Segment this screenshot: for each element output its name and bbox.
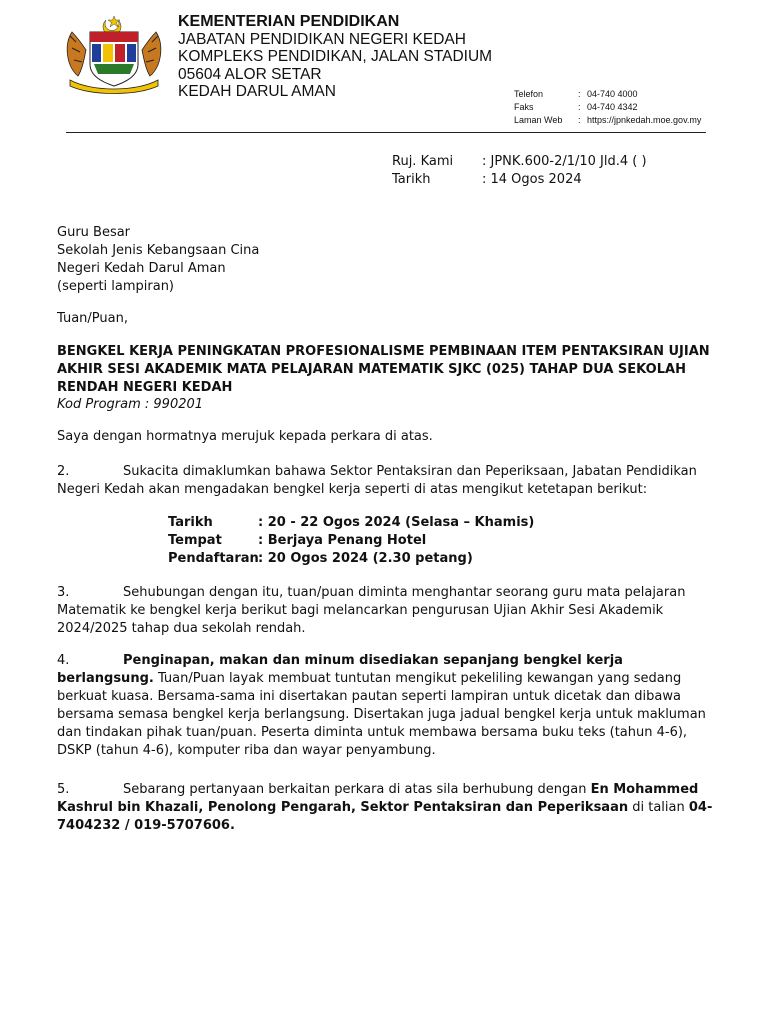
- paragraph-text: Tuan/Puan layak membuat tuntutan mengikut pekeliling kewangan yang sedang berkuat kuasa. Bersama-sama ini disertakan pautan seperti lampiran untuk dicetak dan dibawa bersama semasa bengkel kerja berlangsung. Disertakan juga jadual bengkel kerja untuk makluman dan tindakan pihak tuan/puan. Peserta diminta untuk membawa bersama buku teks (tahun 4-6), DSKP (tahun 4-6), komputer riba dan wayar penyambung.: [57, 671, 706, 758]
- paragraph-4: [57, 652, 717, 760]
- recipient-line: Sekolah Jenis Kebangsaan Cina: [57, 243, 260, 258]
- reference-label: Ruj. Kami: [392, 154, 454, 169]
- department-name: JABATAN PENDIDIKAN NEGERI KEDAH: [178, 30, 466, 48]
- subject-line: RENDAH NEGERI KEDAH: [57, 380, 233, 395]
- detail-label: Tempat: [168, 533, 222, 548]
- coat-of-arms-logo: [62, 14, 166, 96]
- paragraph-text: Sebarang pertanyaan berkaitan perkara di atas sila berhubung dengan: [123, 782, 591, 797]
- letter-subject: [57, 343, 712, 397]
- letter-date: : 14 Ogos 2024: [482, 172, 582, 187]
- recipient-line: (seperti lampiran): [57, 279, 175, 294]
- date-label: Tarikh: [392, 172, 431, 187]
- program-code: Kod Program : 990201: [57, 397, 204, 412]
- paragraph-text: di talian: [628, 800, 689, 815]
- subject-line: AKHIR SESI AKADEMIK MATA PELAJARAN MATEMATIK SJKC (025) TAHAP DUA SEKOLAH: [57, 362, 686, 377]
- paragraph-number: 5.: [57, 782, 70, 797]
- contact-phone: 04-7404232 / 019-5707606.: [57, 800, 713, 833]
- reference-number: : JPNK.600-2/1/10 Jld.4 ( ): [482, 154, 647, 169]
- detail-value: : 20 Ogos 2024 (2.30 petang): [258, 551, 473, 566]
- paragraph-text: Sehubungan dengan itu, tuan/puan diminta menghantar seorang guru mata pelajaran Matematik ke bengkel kerja berikut bagi melancarkan pengurusan Ujian Akhir Sesi Akademik 2024/2025 tahap dua sekolah rendah.: [57, 585, 686, 636]
- contact-value: 04-740 4342: [587, 102, 638, 112]
- contact-label: Faks: [514, 102, 534, 112]
- contact-row-web: Laman Web : https://jpnkedah.moe.gov.my: [514, 115, 702, 125]
- letterhead-address: [178, 13, 492, 101]
- detail-value: : Berjaya Penang Hotel: [258, 533, 427, 548]
- subject-line: BENGKEL KERJA PENINGKATAN PROFESIONALISME PEMBINAAN ITEM PENTAKSIRAN UJIAN: [57, 344, 710, 359]
- contact-row-fax: Faks : 04-740 4342: [514, 102, 638, 112]
- event-details: [168, 514, 534, 568]
- website-link[interactable]: https://jpnkedah.moe.gov.my: [587, 115, 702, 125]
- contact-person: En Mohammed Kashrul bin Khazali, Penolong Pengarah, Sektor Pentaksiran dan Peperiksaan: [57, 782, 699, 815]
- contact-row-phone: Telefon : 04-740 4000: [514, 89, 638, 99]
- paragraph-bold-text: Penginapan, makan dan minum disediakan sepanjang bengkel kerja berlangsung.: [57, 653, 623, 686]
- recipient-address: [57, 224, 259, 296]
- contact-value: 04-740 4000: [587, 89, 638, 99]
- address-line: KOMPLEKS PENDIDIKAN, JALAN STADIUM: [178, 48, 493, 65]
- detail-label: Tarikh: [168, 515, 213, 530]
- detail-row-registration: [168, 550, 534, 568]
- paragraph-number: 3.: [57, 585, 70, 600]
- letterhead-divider: [66, 132, 706, 133]
- detail-value: : 20 - 22 Ogos 2024 (Selasa – Khamis): [258, 515, 535, 530]
- paragraph-3: [57, 584, 717, 638]
- paragraph-number: 2.: [57, 464, 70, 479]
- paragraph-5: [57, 781, 717, 835]
- address-line: 05604 ALOR SETAR: [178, 65, 322, 83]
- recipient-line: Negeri Kedah Darul Aman: [57, 261, 226, 276]
- paragraph-2: [57, 463, 717, 499]
- paragraph-1: Saya dengan hormatnya merujuk kepada perkara di atas.: [57, 429, 433, 444]
- contact-label: Telefon: [514, 89, 544, 99]
- detail-row-date: [168, 514, 534, 532]
- ministry-name: KEMENTERIAN PENDIDIKAN: [178, 13, 400, 30]
- contact-label: Laman Web: [514, 115, 563, 125]
- salutation: Tuan/Puan,: [57, 311, 128, 326]
- detail-row-venue: [168, 532, 534, 550]
- reference-block: [392, 153, 647, 189]
- address-line: KEDAH DARUL AMAN: [178, 83, 336, 100]
- paragraph-number: 4.: [57, 653, 70, 668]
- contact-info: [514, 88, 701, 127]
- paragraph-text: Sukacita dimaklumkan bahawa Sektor Pentaksiran dan Peperiksaan, Jabatan Pendidikan Negeri Kedah akan mengadakan bengkel kerja seperti di atas mengikut ketetapan berikut:: [57, 464, 697, 497]
- detail-label: Pendaftaran: [168, 551, 259, 566]
- recipient-line: Guru Besar: [57, 225, 131, 240]
